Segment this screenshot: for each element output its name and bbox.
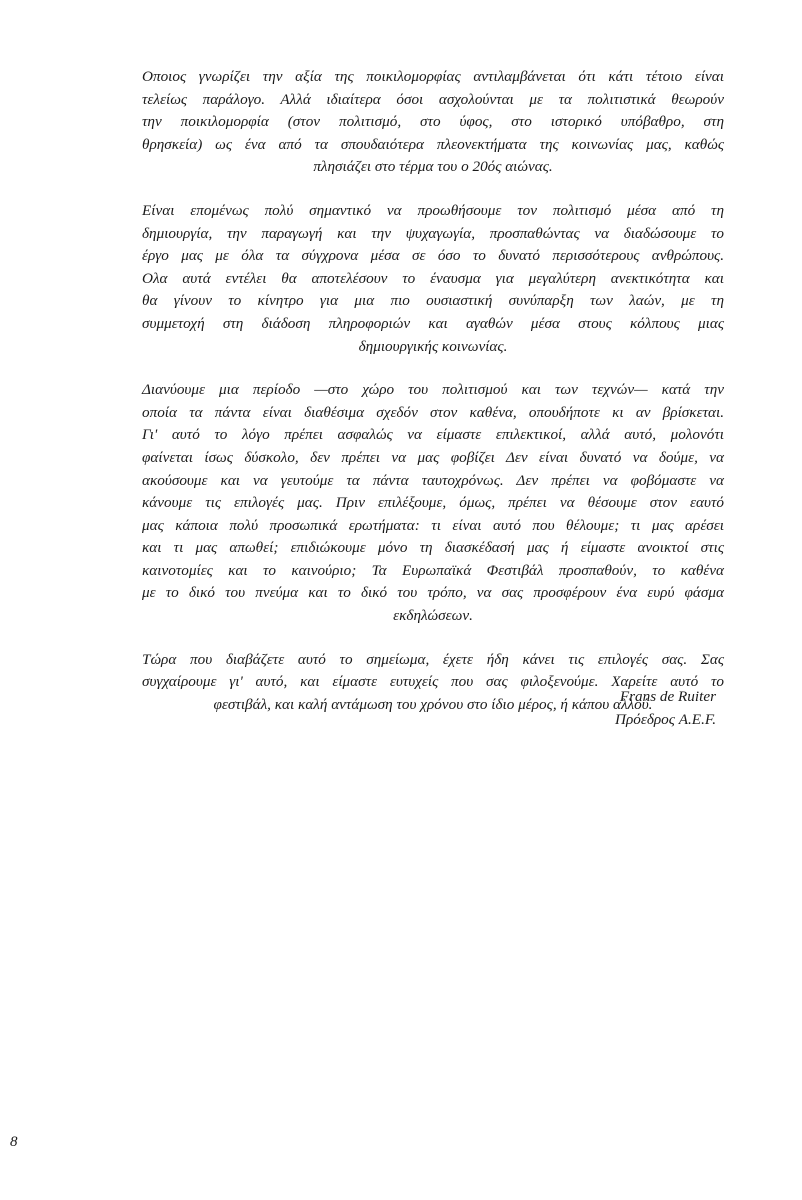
text-line: έργο μας με όλα τα σύγχρονα μέσα σε όσο το δυνατό περισσότερους ανθρώπους. [142, 247, 724, 265]
text-line: πλησιάζει στο τέρμα του ο 20ός αιώνας. [313, 158, 553, 176]
letter-body [142, 66, 724, 737]
text-line: κάνουμε τις επιλογές μας. Πριν επιλέξουμε, όμως, πρέπει να θέσουμε στον εαυτό [142, 494, 724, 512]
page-number: 8 [10, 1134, 18, 1150]
text-line: δημιουργικής κοινωνίας. [358, 337, 508, 355]
signature-block [615, 685, 716, 731]
paragraph-1 [142, 66, 724, 179]
text-line: οποία τα πάντα είναι διαθέσιμα σχεδόν στον καθένα, οπουδήποτε κι αν βρίσκεται. [142, 403, 724, 421]
signatory-name: Frans de Ruiter [619, 688, 716, 705]
text-line: Τώρα που διαβάζετε αυτό το σημείωμα, έχετε ήδη κάνει τις επιλογές σας. Σας [142, 650, 724, 668]
text-line: με το δικό του πνεύμα και το δικό του τρόπο, να σας προσφέρουν ένα ευρύ φάσμα [142, 584, 724, 602]
text-line: εκδηλώσεων. [393, 607, 473, 625]
text-line: Γι' αυτό το λόγο πρέπει ασφαλώς να είμαστε επιλεκτικοί, αλλά αυτό, μολονότι [142, 426, 724, 444]
text-line: καινοτομίες και το καινούριο; Τα Ευρωπαϊκά Φεστιβάλ προσπαθούν, το καθένα [142, 561, 724, 579]
signatory-title: Πρόεδρος A.E.F. [614, 711, 716, 728]
text-line: φαίνεται ίσως δύσκολο, δεν πρέπει να μας φοβίζει Δεν είναι δυνατό να δούμε, να [142, 448, 724, 466]
text-line: την ποικιλομορφία (στον πολιτισμό, στο ύφος, στο ιστορικό υπόβαθρο, στη [142, 113, 724, 131]
text-line: συγχαίρουμε γι' αυτό, και είμαστε ευτυχείς που σας φιλοξενούμε. Χαρείτε αυτό το [142, 673, 724, 691]
text-line: δημιουργία, την παραγωγή και την ψυχαγωγία, προσπαθώντας να διαδώσουμε το [142, 224, 724, 242]
paragraph-3 [142, 379, 724, 628]
text-line: Διανύουμε μια περίοδο —στο χώρο του πολιτισμού και των τεχνών— κατά την [142, 381, 724, 399]
text-line: συμμετοχή στη διάδοση πληροφοριών και αγαθών μέσα στους κόλπους μιας [142, 314, 724, 332]
text-line: φεστιβάλ, και καλή αντάμωση του χρόνου στο ίδιο μέρος, ή κάπου αλλού. [213, 695, 653, 713]
text-line: και τι μας απωθεί; επιδιώκουμε μόνο τη διασκέδασή μας ή είμαστε ανοικτοί στις [142, 539, 724, 557]
paragraph-2 [142, 200, 724, 358]
text-line: τελείως παράλογο. Αλλά ιδιαίτερα όσοι ασχολούνται με τα πολιτιστικά θεωρούν [142, 90, 724, 108]
text-line: Ολα αυτά εντέλει θα αποτελέσουν το έναυσμα για μεγαλύτερη ανεκτικότητα και [142, 269, 724, 287]
text-line: μας κάποια πολύ προσωπικά ερωτήματα: τι είναι αυτό που θέλουμε; τι μας αρέσει [142, 516, 724, 534]
text-line: ακούσουμε και να γευτούμε τα πάντα ταυτοχρόνως. Δεν πρέπει να φοβόμαστε να [142, 471, 724, 489]
text-line: θα γίνουν το κίνητρο για μια πιο ουσιαστική συνύπαρξη των λαών, με τη [142, 292, 724, 310]
text-line: θρησκεία) ως ένα από τα σπουδαιότερα πλεονεκτήματα της κοινωνίας μας, καθώς [142, 135, 724, 153]
text-line: Οποιος γνωρίζει την αξία της ποικιλομορφίας αντιλαμβάνεται ότι κάτι τέτοιο είναι [142, 68, 724, 85]
text-line: Είναι επομένως πολύ σημαντικό να προωθήσουμε τον πολιτισμό μέσα από τη [142, 201, 724, 219]
